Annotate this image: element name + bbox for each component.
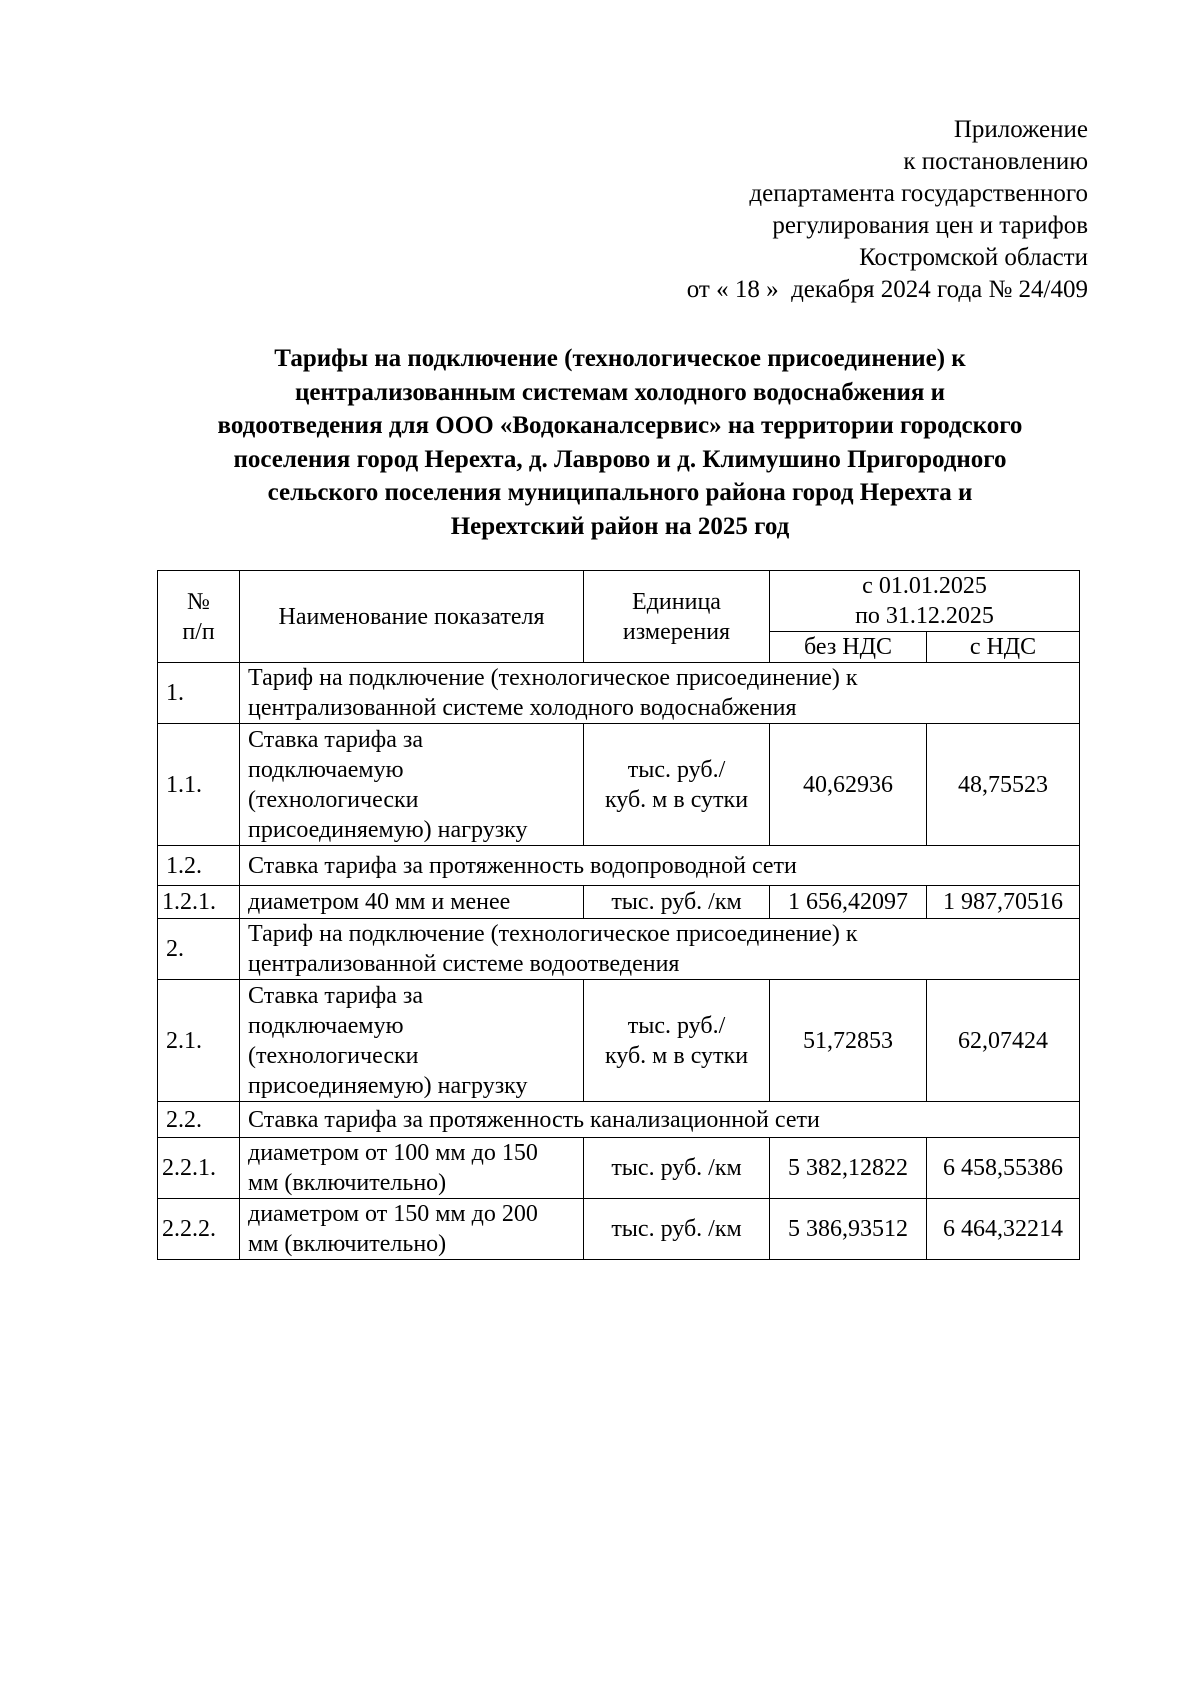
unit-line: тыс. руб./ bbox=[627, 756, 726, 783]
value-without-vat: 5 382,12822 bbox=[770, 1138, 927, 1199]
indicator-name bbox=[240, 1199, 584, 1260]
appendix-line: Костромской области bbox=[859, 244, 1088, 271]
appendix-header bbox=[687, 114, 1088, 306]
header-period bbox=[770, 571, 1080, 632]
table-row bbox=[158, 919, 1080, 980]
appendix-line: департамента государственного bbox=[749, 180, 1088, 207]
row-number: 1. bbox=[158, 663, 240, 724]
section-title bbox=[240, 663, 1080, 724]
title-line: водоотведения для ООО «Водоканалсервис» на территории городского bbox=[217, 412, 1023, 439]
row-number: 1.1. bbox=[158, 724, 240, 846]
unit-line: куб. м в сутки bbox=[604, 786, 749, 813]
document-title bbox=[150, 342, 1090, 543]
header-unit-line: измерения bbox=[622, 618, 731, 645]
table-row bbox=[158, 663, 1080, 724]
row-number: 2.2.2. bbox=[158, 1199, 240, 1260]
tariff-table bbox=[157, 570, 1080, 1260]
value-without-vat: 1 656,42097 bbox=[770, 886, 927, 919]
unit-line: куб. м в сутки bbox=[604, 1042, 749, 1069]
indicator-name-line: диаметром от 100 мм до 150 bbox=[248, 1140, 538, 1166]
row-number: 2.2.1. bbox=[158, 1138, 240, 1199]
header-number-line: п/п bbox=[182, 618, 215, 645]
unit-cell bbox=[584, 724, 770, 846]
header-period-line: с 01.01.2025 bbox=[862, 573, 987, 599]
section-title bbox=[240, 919, 1080, 980]
indicator-name-line: (технологически bbox=[248, 1042, 419, 1069]
indicator-name bbox=[240, 980, 584, 1102]
unit-cell: тыс. руб. /км bbox=[584, 886, 770, 919]
table-row bbox=[158, 980, 1080, 1102]
header-unit bbox=[584, 571, 770, 663]
appendix-line: регулирования цен и тарифов bbox=[772, 212, 1088, 239]
title-line: Нерехтский район на 2025 год bbox=[450, 512, 790, 540]
header-unit-line: Единица bbox=[632, 588, 721, 615]
appendix-line: к постановлению bbox=[903, 148, 1088, 175]
appendix-date-number: от « 18 » декабря 2024 года № 24/409 bbox=[686, 276, 1088, 303]
table-row bbox=[158, 1199, 1080, 1260]
value-with-vat: 1 987,70516 bbox=[927, 886, 1080, 919]
title-line: централизованным системам холодного водоснабжения и bbox=[294, 378, 946, 406]
indicator-name-line: мм (включительно) bbox=[248, 1170, 447, 1196]
value-without-vat: 51,72853 bbox=[770, 980, 927, 1102]
indicator-name-line: Ставка тарифа за bbox=[248, 726, 424, 753]
unit-cell bbox=[584, 980, 770, 1102]
title-line: поселения город Нерехта, д. Лаврово и д. Климушино Пригородного bbox=[233, 445, 1007, 473]
section-title-line: централизованной системе водоотведения bbox=[248, 951, 680, 977]
section-title: Ставка тарифа за протяженность канализационной сети bbox=[240, 1102, 1080, 1138]
indicator-name-line: присоединяемую) нагрузку bbox=[248, 816, 528, 843]
header-indicator-name: Наименование показателя bbox=[240, 571, 584, 663]
section-title-line: централизованной системе холодного водоснабжения bbox=[248, 695, 797, 721]
indicator-name bbox=[240, 724, 584, 846]
unit-cell: тыс. руб. /км bbox=[584, 1138, 770, 1199]
indicator-name bbox=[240, 1138, 584, 1199]
indicator-name-line: Ставка тарифа за bbox=[248, 982, 424, 1009]
table-header-row bbox=[158, 571, 1080, 632]
table-row bbox=[158, 1102, 1080, 1138]
indicator-name-line: мм (включительно) bbox=[248, 1231, 447, 1257]
row-number: 2.2. bbox=[158, 1102, 240, 1138]
value-without-vat: 40,62936 bbox=[770, 724, 927, 846]
indicator-name-line: подключаемую bbox=[248, 1012, 404, 1039]
value-with-vat: 48,75523 bbox=[927, 724, 1080, 846]
indicator-name: диаметром 40 мм и менее bbox=[240, 886, 584, 919]
header-number-line: № bbox=[187, 588, 210, 615]
value-with-vat: 62,07424 bbox=[927, 980, 1080, 1102]
row-number: 2. bbox=[158, 919, 240, 980]
header-number bbox=[158, 571, 240, 663]
indicator-name-line: присоединяемую) нагрузку bbox=[248, 1072, 528, 1099]
header-period-line: по 31.12.2025 bbox=[855, 603, 994, 629]
row-number: 1.2.1. bbox=[158, 886, 240, 919]
section-title-line: Тариф на подключение (технологическое присоединение) к bbox=[248, 921, 858, 947]
row-number: 2.1. bbox=[158, 980, 240, 1102]
indicator-name-line: подключаемую bbox=[248, 756, 404, 783]
unit-line: тыс. руб./ bbox=[627, 1012, 726, 1039]
table-row bbox=[158, 724, 1080, 846]
table-row bbox=[158, 846, 1080, 886]
value-with-vat: 6 464,32214 bbox=[927, 1199, 1080, 1260]
appendix-line: Приложение bbox=[953, 116, 1088, 143]
header-with-vat: с НДС bbox=[927, 632, 1080, 663]
title-line: сельского поселения муниципального района город Нерехта и bbox=[267, 479, 973, 506]
section-title-line: Тариф на подключение (технологическое присоединение) к bbox=[248, 665, 858, 691]
table-row bbox=[158, 1138, 1080, 1199]
title-line: Тарифы на подключение (технологическое присоединение) к bbox=[274, 345, 966, 372]
row-number: 1.2. bbox=[158, 846, 240, 886]
value-without-vat: 5 386,93512 bbox=[770, 1199, 927, 1260]
section-title: Ставка тарифа за протяженность водопроводной сети bbox=[240, 846, 1080, 886]
table-row bbox=[158, 886, 1080, 919]
value-with-vat: 6 458,55386 bbox=[927, 1138, 1080, 1199]
indicator-name-line: (технологически bbox=[248, 786, 419, 813]
unit-cell: тыс. руб. /км bbox=[584, 1199, 770, 1260]
indicator-name-line: диаметром от 150 мм до 200 bbox=[248, 1201, 538, 1227]
header-without-vat: без НДС bbox=[770, 632, 927, 663]
